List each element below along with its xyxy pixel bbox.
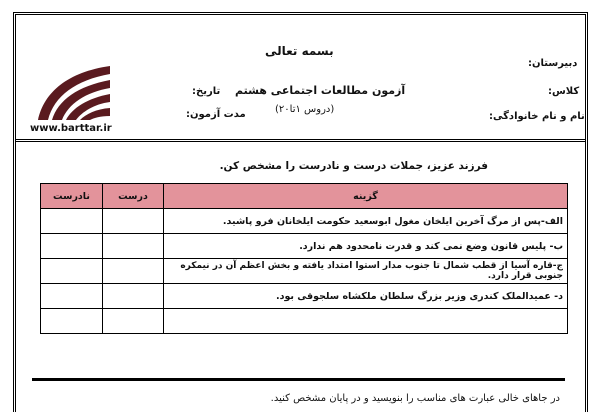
incorrect-cell[interactable] xyxy=(41,309,103,334)
correct-cell[interactable] xyxy=(103,309,164,334)
next-section-text: در جاهای خالی عبارت های مناسب را بنویسید و در پایان مشخص کنید. xyxy=(270,393,560,404)
class-label: کلاس: xyxy=(548,86,580,97)
statement-cell: د- عمیدالملک کندری وزیر بزرگ سلطان ملکشاه سلجوقی بود. xyxy=(164,284,568,309)
school-label: دبیرستان: xyxy=(528,58,578,69)
website-url: www.barttar.ir xyxy=(30,123,112,134)
instruction-text: فرزند عزیز، جملات درست و نادرست را مشخص کن. xyxy=(219,160,488,172)
table-row xyxy=(41,209,568,234)
table-header-row xyxy=(41,184,568,209)
correct-cell[interactable] xyxy=(103,234,164,259)
table-row xyxy=(41,284,568,309)
statement-cell: ج-قاره آسیا از قطب شمال تا جنوب مدار استوا امتداد یافته و بخش اعظم آن در نیمکره جنوبی قرار دارد. xyxy=(164,259,568,284)
student-name-label: نام و نام خانوادگی: xyxy=(489,111,585,122)
statement-cell xyxy=(164,309,568,334)
header-option: گزینه xyxy=(164,184,568,209)
statement-cell: ب- پلیس قانون وضع نمی کند و قدرت نامحدود هم ندارد. xyxy=(164,234,568,259)
correct-cell[interactable] xyxy=(103,284,164,309)
lessons-range: (دروس ۱تا۲۰) xyxy=(275,104,335,115)
statement-cell: الف-پس از مرگ آخرین ایلخان مغول ابوسعید حکومت ایلخانان فرو پاشید. xyxy=(164,209,568,234)
section-separator xyxy=(32,378,565,381)
true-false-table xyxy=(40,183,568,334)
table-row xyxy=(41,309,568,334)
duration-label: مدت آزمون: xyxy=(186,109,246,120)
incorrect-cell[interactable] xyxy=(41,259,103,284)
table-row xyxy=(41,259,568,284)
barttar-logo-icon xyxy=(28,58,113,122)
header-correct: درست xyxy=(103,184,164,209)
correct-cell[interactable] xyxy=(103,259,164,284)
incorrect-cell[interactable] xyxy=(41,209,103,234)
header-incorrect: نادرست xyxy=(41,184,103,209)
incorrect-cell[interactable] xyxy=(41,234,103,259)
incorrect-cell[interactable] xyxy=(41,284,103,309)
table-row xyxy=(41,234,568,259)
page-title: بسمه تعالی xyxy=(265,44,334,58)
header-separator xyxy=(15,139,586,142)
correct-cell[interactable] xyxy=(103,209,164,234)
date-label: تاریخ: xyxy=(192,86,221,97)
exam-title: آزمون مطالعات اجتماعی هشتم xyxy=(235,84,406,97)
